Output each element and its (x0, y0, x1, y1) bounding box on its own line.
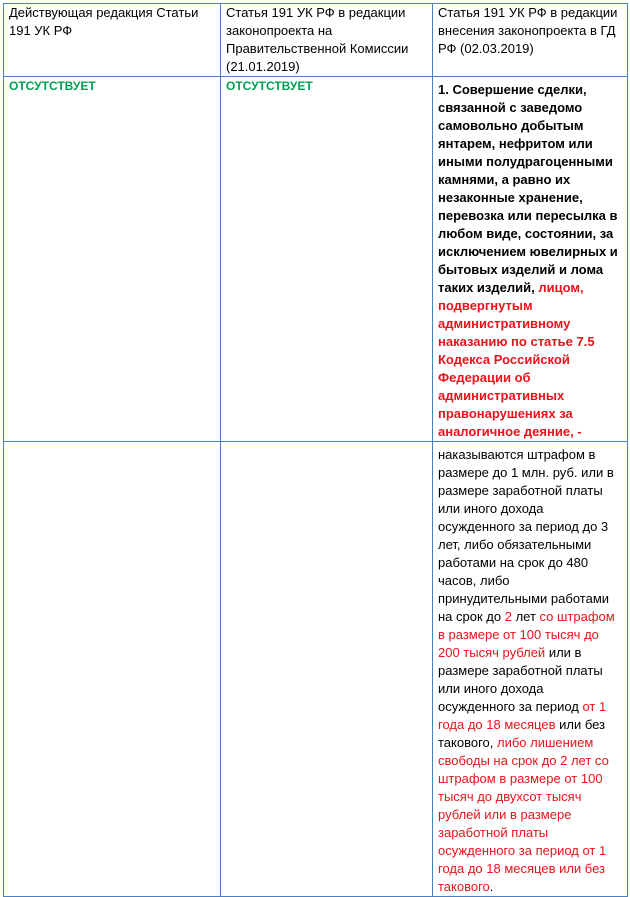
header-current-edition: Действующая редакция Статьи 191 УК РФ (4, 4, 221, 77)
table-row (4, 442, 628, 897)
part1-text: 1. Совершение сделки, связанной с заведомо самовольно добытым янтарем, нефритом или иными полудрагоценными камнями, а равно их незаконные хранение, перевозка или пересылка в любом виде, состоянии, за исключением ювелирных и бытовых изделий и лома таких изделий, (438, 82, 618, 295)
part1-red-text: лицом, подвергнутым административному наказанию по статье 7.5 Кодекса Российской Федерации об административных правонарушениях за аналогичное деяние, - (438, 280, 595, 439)
cell-commission-absent (221, 77, 433, 442)
absent-label: ОТСУТСТВУЕТ (226, 79, 313, 93)
punishment-text: или в размере заработной платы или иного дохода осужденного за период (438, 645, 603, 714)
header-row (4, 4, 628, 77)
absent-label: ОТСУТСТВУЕТ (9, 79, 96, 93)
cell-duma-punishment (433, 442, 628, 897)
punishment-text: . (489, 879, 494, 894)
punishment-red-text: 2 (504, 609, 512, 624)
punishment-red-text: либо лишением свободы на срок до 2 лет со штрафом в размере от 100 тысяч до двухсот тысяч рублей или в размере заработной платы осужденного за период от 1 года до 18 месяцев или без такового (438, 735, 609, 894)
punishment-text: или без такового, (438, 717, 606, 750)
punishment-text: наказываются штрафом в размере до 1 млн. руб. или в размере заработной платы или иного дохода осужденного за период до 3 лет, либо обязательными работами на срок до 480 часов, либо принудительными работами на срок до (438, 447, 614, 624)
table-row (4, 77, 628, 442)
comparison-table (3, 3, 628, 897)
cell-commission-empty (221, 442, 433, 897)
punishment-text: лет (511, 609, 540, 624)
punishment-red-text: со штрафом в размере от 100 тысяч до 200 тысяч рублей (438, 609, 615, 660)
cell-current-absent (4, 77, 221, 442)
cell-duma-part1 (433, 77, 628, 442)
punishment-red-text: от 1 года до 18 месяцев (438, 699, 607, 732)
header-commission-edition: Статья 191 УК РФ в редакции законопроекта на Правительственной Комиссии (21.01.2019) (221, 4, 433, 77)
cell-current-empty (4, 442, 221, 897)
header-duma-edition: Статья 191 УК РФ в редакции внесения законопроекта в ГД РФ (02.03.2019) (433, 4, 628, 77)
